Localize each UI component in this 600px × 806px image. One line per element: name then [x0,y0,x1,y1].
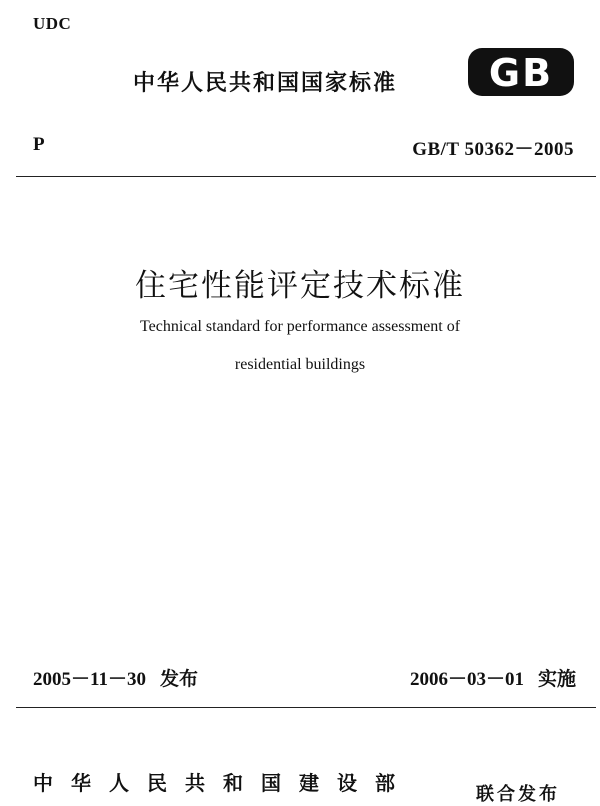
top-divider [16,176,596,177]
effective-date: 2006－03－01 [409,669,524,690]
classification-code: P [33,134,45,155]
effective-label: 实施 [537,668,576,690]
publisher-joint-issue: 联合发布 [476,784,560,805]
publisher-ministry: 中华人民共和国建设部 [33,771,413,795]
title-chinese: 住宅性能评定技术标准 [135,268,465,304]
issue-label: 发布 [159,668,198,690]
national-standard-heading: 中华人民共和国国家标准 [133,71,398,96]
gb-logo-text: GB [488,51,554,95]
title-english-line2: residential buildings [234,356,366,373]
title-english-line1: Technical standard for performance assessment of [139,318,461,335]
issue-date-block [33,664,198,691]
udc-label: UDC [33,14,72,33]
issue-date: 2005－11－30 [33,669,146,690]
gb-logo [466,46,576,98]
effective-date-block [410,664,576,691]
standard-code: GB/T 50362－2005 [412,139,574,160]
bottom-divider [16,707,596,708]
